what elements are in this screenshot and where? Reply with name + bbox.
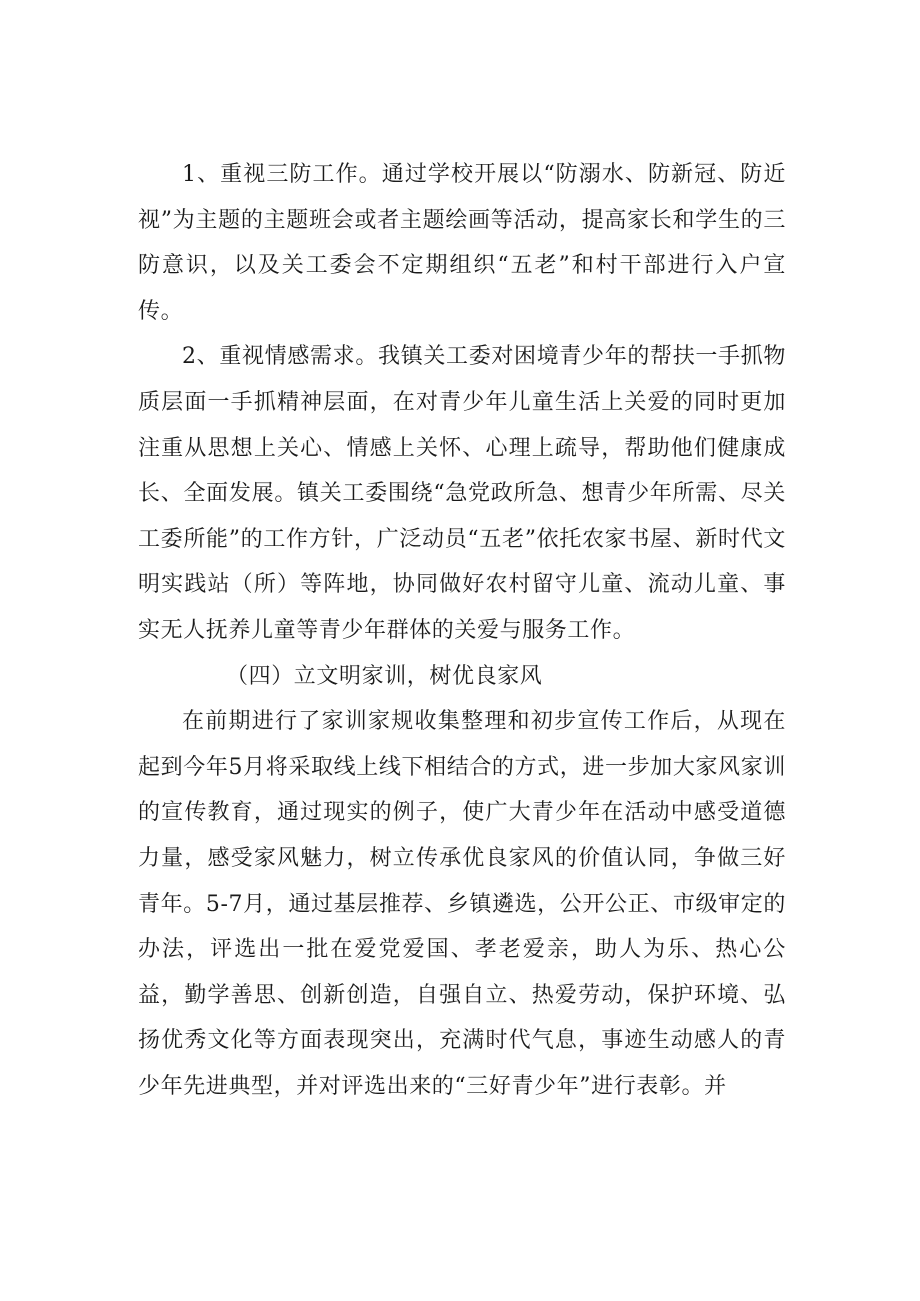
paragraph-family-tradition: 在前期进行了家训家规收集整理和初步宣传工作后，从现在起到今年5月将采取线上线下相结合的方式，进一步加大家风家训的宣传教育，通过现实的例子，使广大青少年在活动中感受道德力量，感受家风魅力，树立传承优良家风的价值认同，争做三好青年。5-7月，通过基层推荐、乡镇遴选，公开公正、市级审定的办法，评选出一批在爱党爱国、孝老爱亲，助人为乐、热心公益，勤学善思、创新创造，自强自立、热爱劳动，保护环境、弘扬优秀文化等方面表现突出，充满时代气息，事迹生动感人的青少年先进典型，并对评选出来的“三好青少年”进行表彰。并 <box>138 709 786 1099</box>
document-body <box>138 152 786 1109</box>
section-heading: （四）立文明家训，树优良家风 <box>226 663 543 689</box>
paragraph-emotional-needs: 2、重视情感需求。我镇关工委对困境青少年的帮扶一手抓物质层面一手抓精神层面，在对青少年儿童生活上关爱的同时更加注重从思想上关心、情感上关怀、心理上疏导，帮助他们健康成长、全面发展。镇关工委围绕“急党政所急、想青少年所需、尽关工委所能”的工作方针，广泛动员“五老”依托农家书屋、新时代文明实践站（所）等阵地，协同做好农村留守儿童、流动儿童、事实无人抚养儿童等青少年群体的关爱与服务工作。 <box>138 344 786 643</box>
paragraph-three-prevention: 1、重视三防工作。通过学校开展以“防溺水、防新冠、防近视”为主题的主题班会或者主题绘画等活动，提高家长和学生的三防意识，以及关工委会不定期组织“五老”和村干部进行入户宣传。 <box>138 162 786 324</box>
